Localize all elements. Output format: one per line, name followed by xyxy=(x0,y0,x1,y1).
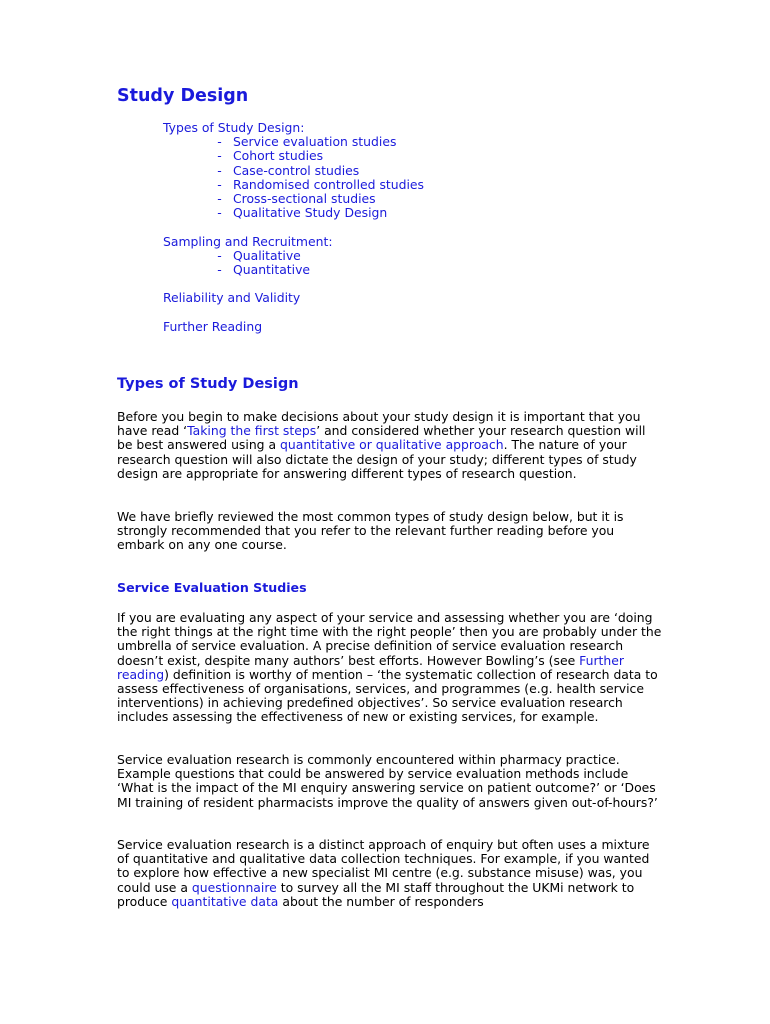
toc-types-heading[interactable]: Types of Study Design: xyxy=(163,120,305,135)
section-heading-service-evaluation: Service Evaluation Studies xyxy=(117,580,307,595)
link-quantitative-or-qualitative[interactable]: quantitative or qualitative approach xyxy=(280,437,504,453)
toc-item-service-evaluation[interactable]: - Service evaluation studies xyxy=(217,134,397,150)
toc-item-sampling-quantitative[interactable]: - Quantitative xyxy=(217,262,311,278)
section-heading-types: Types of Study Design xyxy=(117,376,299,392)
toc-item-randomised-controlled[interactable]: - Randomised controlled studies xyxy=(217,176,424,192)
link-questionnaire[interactable]: questionnaire xyxy=(191,879,277,895)
table-of-contents xyxy=(163,121,424,334)
types-paragraph-1: Before you begin to make decisions about your study design it is important that you have read ‘Taking the first steps’ and considered whether your research question will be best answered using a quantitative or qualitative approach. The nature of your research question will also dictate the design of your study; different types of study design are appropriate for answering different types of research question. xyxy=(117,409,646,481)
toc-sampling-block xyxy=(163,235,424,278)
toc-item-cross-sectional[interactable]: - Cross-sectional studies xyxy=(217,191,376,207)
link-taking-first-steps[interactable]: Taking the first steps xyxy=(187,423,317,439)
service-paragraph-3: Service evaluation research is a distinct approach of enquiry but often uses a mixture of quantitative and qualitative data collection techniques. For example, if you wanted to explore how effective a new specialist MI centre (e.g. substance misuse) was, you could use a questionnaire to survey all the MI staff throughout the UKMi network to produce quantitative data about the number of responders xyxy=(117,837,650,909)
toc-reliability-link[interactable]: Reliability and Validity xyxy=(163,290,301,306)
page-title: Study Design xyxy=(117,86,249,106)
toc-item-cohort[interactable]: - Cohort studies xyxy=(217,148,324,164)
service-paragraph-2: Service evaluation research is commonly encountered within pharmacy practice. Example questions that could be answered by service evaluation methods include ‘What is the impact of the MI enquiry answering service on patient outcome?’ or ‘Does MI training of resident pharmacists improve the quality of answers given out-of-hours?’ xyxy=(117,752,658,810)
service-paragraph-1: If you are evaluating any aspect of your service and assessing whether you are ‘doing the right things at the right time with the right people’ then you are probably under the umbrella of service evaluation. A precise definition of service evaluation research doesn’t exist, despite many authors’ best efforts. However Bowling’s (see Further reading) definition is worthy of mention – ‘the systematic collection of research data to assess effectiveness of organisations, services, and programmes (e.g. health service interventions) in achieving predefined objectives’. So service evaluation research includes assessing the effectiveness of new or existing services, for example. xyxy=(117,610,662,725)
toc-item-sampling-qualitative[interactable]: - Qualitative xyxy=(217,247,301,263)
toc-further-reading-link[interactable]: Further Reading xyxy=(163,318,263,334)
toc-item-qualitative-study-design[interactable]: - Qualitative Study Design xyxy=(217,205,388,221)
toc-types-block xyxy=(163,121,424,220)
types-paragraph-2: We have briefly reviewed the most common types of study design below, but it is strongly recommended that you refer to the relevant further reading before you embark on any one course. xyxy=(117,509,624,553)
toc-sampling-heading[interactable]: Sampling and Recruitment: xyxy=(163,233,333,249)
link-quantitative-data[interactable]: quantitative data xyxy=(171,893,279,909)
link-further-reading[interactable]: Further reading xyxy=(117,652,624,682)
toc-item-case-control[interactable]: - Case-control studies xyxy=(217,162,360,178)
